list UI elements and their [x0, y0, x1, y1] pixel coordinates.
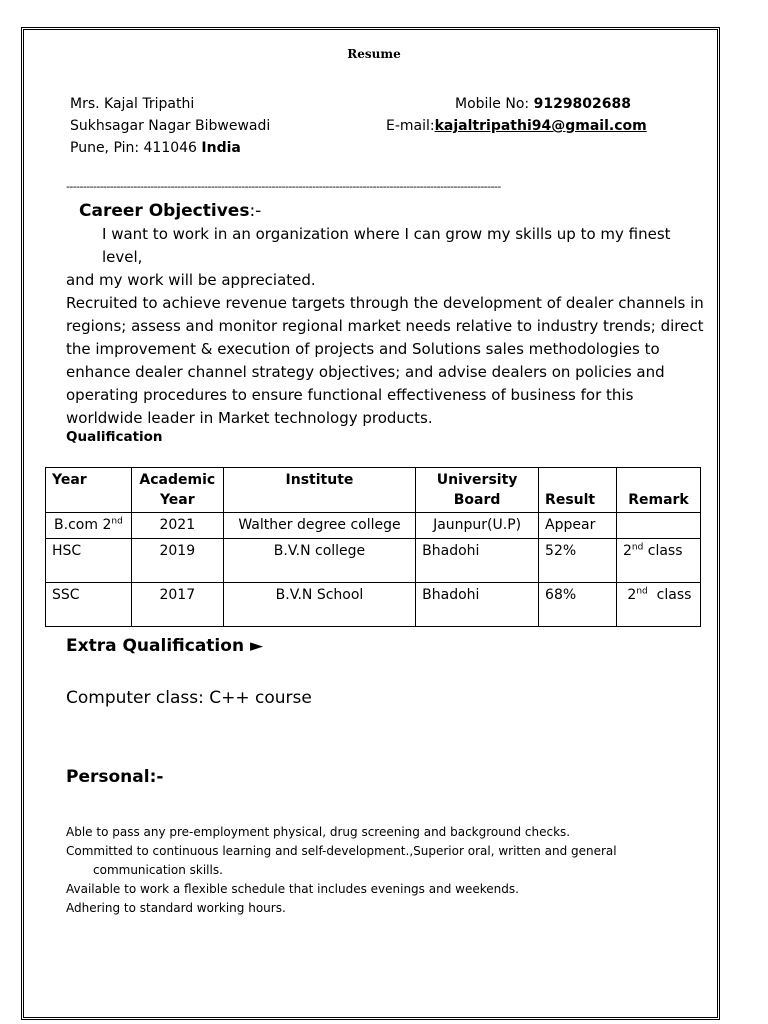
career-paragraph-2: Recruited to achieve revenue targets through the development of dealer channels in regions; assess and monitor regional market needs relative to industry trends; direct the improvement & execution of projects and Solutions sales methodologies to enhance dealer channel strategy objectives; and advise dealers on policies and operating procedures to ensure functional effectiveness of business for this worldwide leader in Market technology products. [66, 294, 704, 427]
cell-institute: B.V.N college [223, 539, 415, 583]
email-address[interactable]: kajaltripathi94@gmail.com [434, 118, 647, 134]
applicant-name: Mrs. Kajal Tripathi [70, 96, 195, 112]
table-row [46, 539, 701, 583]
table-row [46, 583, 701, 627]
cell-academic-year: 2017 [131, 583, 223, 627]
career-line-2: and my work will be appreciated. [66, 271, 316, 289]
personal-item: Committed to continuous learning and self-development.,Superior oral, written and general [66, 844, 617, 858]
mobile-label: Mobile No: [455, 96, 530, 112]
career-heading-text: Career Objectives [79, 201, 250, 221]
cell-year: HSC [46, 539, 132, 583]
cell-board: Bhadohi [416, 539, 539, 583]
header-university-line2: Board [453, 492, 501, 508]
cell-board: Jaunpur(U.P) [416, 513, 539, 539]
table-header-row [46, 468, 701, 513]
career-heading-suffix: :- [249, 201, 262, 221]
mobile-line [455, 93, 631, 115]
header-remark: Remark [616, 468, 700, 513]
qualification-heading: Qualification [66, 429, 163, 445]
cell-remark-sup: nd [636, 586, 648, 597]
career-line-1: I want to work in an organization where I can grow my skills up to my finest level, [102, 225, 671, 266]
cell-remark-num: 2 [627, 587, 637, 603]
cell-year [46, 513, 132, 539]
cell-year-text: B.com 2 [54, 517, 112, 533]
document-title: Resume [347, 47, 401, 61]
personal-heading: Personal:- [66, 767, 164, 787]
cell-board: Bhadohi [416, 583, 539, 627]
header-result: Result [539, 468, 617, 513]
header-academic-year [131, 468, 223, 513]
personal-item: Able to pass any pre-employment physical, drug screening and background checks. [66, 825, 571, 839]
career-objective-text [66, 223, 706, 430]
career-objectives-heading [79, 201, 261, 221]
header-institute: Institute [223, 468, 415, 513]
address-line-2 [70, 137, 270, 159]
contact-left [70, 93, 270, 159]
cell-academic-year: 2021 [131, 513, 223, 539]
cell-remark [616, 513, 700, 539]
qualification-table [45, 467, 701, 627]
cell-institute: Walther degree college [223, 513, 415, 539]
cell-remark-num: 2 [622, 543, 632, 559]
email-label: E-mail: [386, 118, 435, 134]
header-academic-line1: Academic [139, 472, 216, 488]
cell-result: 68% [539, 583, 617, 627]
personal-item: Available to work a flexible schedule that includes evenings and weekends. [66, 882, 519, 896]
cell-result: Appear [539, 513, 617, 539]
header-university-board [416, 468, 539, 513]
cell-year: SSC [46, 583, 132, 627]
cell-result: 52% [539, 539, 617, 583]
extra-qualification-heading: Extra Qualification ► [66, 636, 264, 656]
email-line [386, 115, 647, 137]
cell-remark [616, 539, 700, 583]
cell-remark-suffix: class [647, 587, 692, 603]
table-row [46, 513, 701, 539]
personal-item: Adhering to standard working hours. [66, 901, 286, 915]
cell-remark-suffix: class [643, 543, 683, 559]
header-academic-line2: Year [159, 492, 195, 508]
address-pin: Pune, Pin: 411046 [70, 140, 197, 156]
header-university-line1: University [436, 472, 518, 488]
address-country: India [201, 140, 241, 156]
cell-year-sup: nd [111, 516, 123, 527]
divider-line: --------------------------------------------------------------------------------------------------------------------------------- [66, 180, 501, 193]
cell-remark [616, 583, 700, 627]
cell-institute: B.V.N School [223, 583, 415, 627]
address-line-1: Sukhsagar Nagar Bibwewadi [70, 118, 271, 134]
header-year: Year [46, 468, 132, 513]
personal-item-continuation: communication skills. [93, 863, 223, 877]
personal-list [66, 823, 676, 918]
mobile-number: 9129802688 [533, 96, 632, 112]
cell-academic-year: 2019 [131, 539, 223, 583]
cell-remark-sup: nd [631, 542, 644, 553]
extra-qualification-text: Computer class: C++ course [66, 688, 312, 708]
